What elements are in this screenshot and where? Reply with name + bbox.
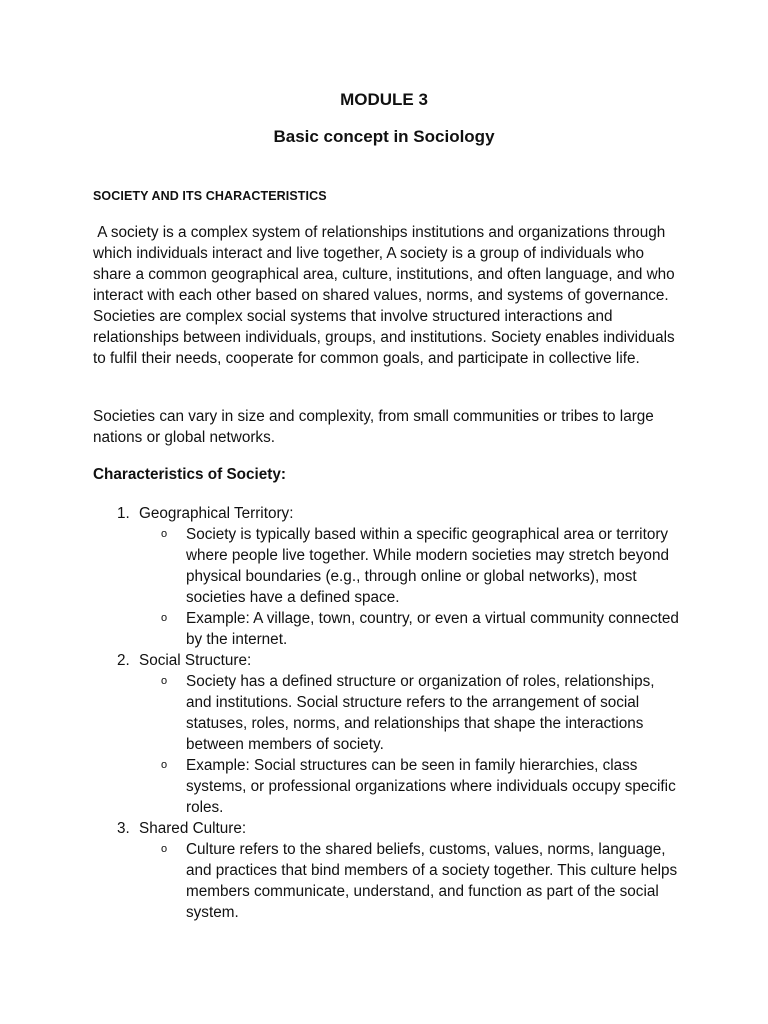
bullet-list — [93, 839, 683, 923]
item-number: 3. — [117, 820, 130, 837]
bullet-text: Example: Social structures can be seen in family hierarchies, class systems, or professional organizations where individuals occupy specific roles. — [186, 757, 676, 816]
item-title: Shared Culture: — [139, 820, 247, 837]
bullet-list — [93, 524, 683, 650]
characteristics-list — [93, 503, 683, 923]
section-heading: SOCIETY AND ITS CHARACTERISTICS — [93, 189, 327, 203]
bullet-text: Society is typically based within a specific geographical area or territory where people live together. While modern societies may stretch beyond physical boundaries (e.g., through online or global networks), most societies have a defined space. — [186, 526, 669, 606]
item-number: 2. — [117, 652, 130, 669]
bullet-list — [93, 671, 683, 818]
characteristic-item — [93, 503, 683, 650]
bullet-point — [93, 671, 683, 755]
bullet-icon: o — [161, 675, 168, 687]
bullet-point — [93, 608, 683, 650]
bullet-text: Example: A village, town, country, or even a virtual community connected by the internet. — [186, 610, 679, 648]
bullet-point — [93, 524, 683, 608]
characteristics-heading: Characteristics of Society: — [93, 466, 286, 483]
bullet-point — [93, 755, 683, 818]
item-number: 1. — [117, 505, 130, 522]
bullet-icon: o — [161, 759, 168, 771]
bullet-icon: o — [161, 528, 168, 540]
bullet-text: Culture refers to the shared beliefs, customs, values, norms, language, and practices that bind members of a society together. This culture helps members communicate, understand, and function as part of the social system. — [186, 841, 678, 921]
item-title: Geographical Territory: — [139, 505, 294, 522]
bullet-text: Society has a defined structure or organization of roles, relationships, and institutions. Social structure refers to the arrangement of social statuses, roles, norms, and relationships that shape the interactions between members of society. — [186, 673, 655, 753]
bullet-icon: o — [161, 612, 168, 624]
intro-paragraph: A society is a complex system of relationships institutions and organizations through which individuals interact and live together, A society is a group of individuals who share a common geographical area, culture, institutions, and often language, and who interact with each other based on shared values, norms, and systems of governance. Societies are complex social systems that involve structured interactions and relationships between individuals, groups, and institutions. Society enables individuals to fulfil their needs, cooperate for common goals, and participate in collective life. — [93, 224, 679, 367]
characteristic-item — [93, 650, 683, 818]
characteristic-item — [93, 818, 683, 923]
size-paragraph: Societies can vary in size and complexity, from small communities or tribes to large nations or global networks. — [93, 408, 654, 446]
bullet-icon: o — [161, 843, 168, 855]
bullet-point — [93, 839, 683, 923]
module-subtitle: Basic concept in Sociology — [273, 127, 495, 146]
module-title: MODULE 3 — [340, 90, 428, 109]
item-title: Social Structure: — [139, 652, 252, 669]
